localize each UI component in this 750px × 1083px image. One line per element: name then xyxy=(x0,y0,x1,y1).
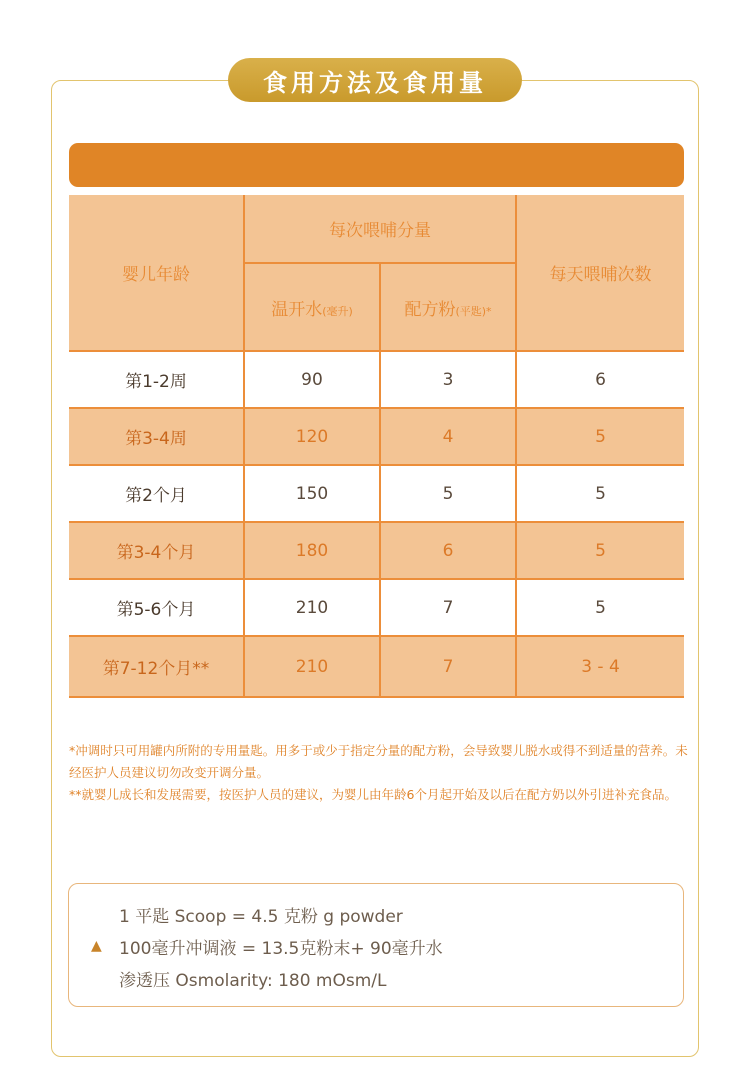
times-cell: 5 xyxy=(516,408,684,465)
header-powder xyxy=(380,263,516,351)
age-cell: 第7-12个月** xyxy=(69,636,244,697)
section-title: 食用方法及食用量 xyxy=(228,58,522,102)
table-row xyxy=(69,408,684,465)
header-per-feed: 每次喂哺分量 xyxy=(244,195,516,263)
footnote-solids: **就婴儿成长和发展需要，按医护人员的建议，为婴儿由年龄6个月起开始及以后在配方奶以外引进补充食品。 xyxy=(69,787,677,802)
age-cell: 第2个月 xyxy=(69,465,244,522)
water-cell: 120 xyxy=(244,408,380,465)
powder-cell: 5 xyxy=(380,465,516,522)
osmolarity-info: 渗透压 Osmolarity: 180 mOsm/L xyxy=(119,971,387,991)
header-per-day: 每天喂哺次数 xyxy=(516,195,684,351)
powder-cell: 7 xyxy=(380,579,516,636)
water-cell: 90 xyxy=(244,351,380,408)
powder-cell: 7 xyxy=(380,636,516,697)
footnote-scoop: *冲调时只可用罐内所附的专用量匙。用多于或少于指定分量的配方粉，会导致婴儿脱水或得不到适量的营养。未经医护人员建议切勿改变开调分量。 xyxy=(69,743,688,780)
header-bar xyxy=(69,143,684,187)
header-water-unit: (毫升) xyxy=(322,304,353,318)
water-cell: 180 xyxy=(244,522,380,579)
table-row xyxy=(69,522,684,579)
header-powder-label: 配方粉 xyxy=(404,299,456,320)
table-row xyxy=(69,465,684,522)
feeding-table xyxy=(69,195,684,698)
water-cell: 210 xyxy=(244,579,380,636)
times-cell: 5 xyxy=(516,579,684,636)
age-cell: 第3-4周 xyxy=(69,408,244,465)
powder-cell: 6 xyxy=(380,522,516,579)
age-cell: 第5-6个月 xyxy=(69,579,244,636)
table-row xyxy=(69,351,684,408)
triangle-icon: ▲ xyxy=(91,938,102,954)
water-cell: 150 xyxy=(244,465,380,522)
times-cell: 6 xyxy=(516,351,684,408)
table-row xyxy=(69,636,684,697)
mix-info: 100毫升冲调液 = 13.5克粉末+ 90毫升水 xyxy=(119,939,443,959)
times-cell: 5 xyxy=(516,522,684,579)
age-cell: 第1-2周 xyxy=(69,351,244,408)
water-cell: 210 xyxy=(244,636,380,697)
table-row xyxy=(69,579,684,636)
times-cell: 3 - 4 xyxy=(516,636,684,697)
times-cell: 5 xyxy=(516,465,684,522)
header-water-label: 温开水 xyxy=(271,299,323,320)
header-age: 婴儿年龄 xyxy=(69,195,244,351)
info-box xyxy=(68,883,684,1007)
header-powder-unit: (平匙)* xyxy=(455,304,492,318)
powder-cell: 3 xyxy=(380,351,516,408)
powder-cell: 4 xyxy=(380,408,516,465)
header-water xyxy=(244,263,380,351)
footnotes xyxy=(69,740,689,806)
age-cell: 第3-4个月 xyxy=(69,522,244,579)
scoop-info: 1 平匙 Scoop = 4.5 克粉 g powder xyxy=(119,907,403,927)
